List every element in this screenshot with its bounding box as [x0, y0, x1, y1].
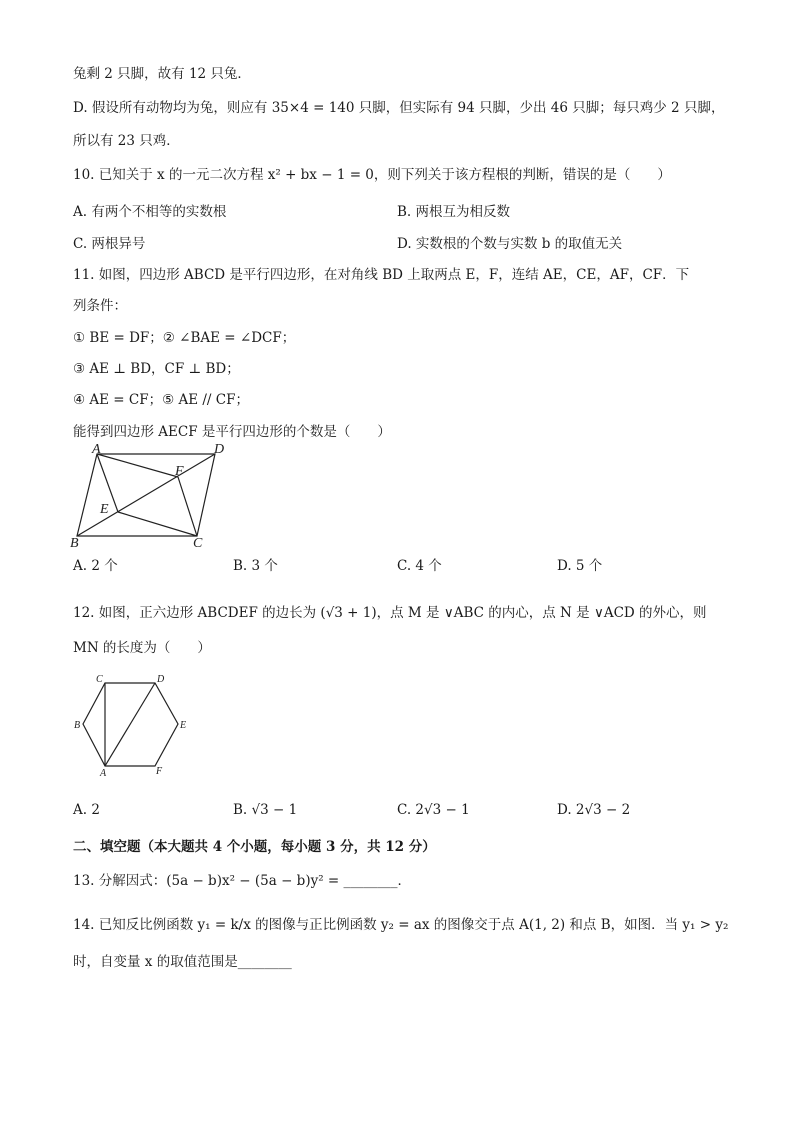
- q12-option-c: C. 2√3 − 1: [397, 802, 470, 818]
- q12-option-d: D. 2√3 − 2: [557, 802, 631, 818]
- question-13: 13. 分解因式：(5a − b)x² − (5a − b)y² = ________．: [73, 873, 412, 889]
- hexagon-figure: [70, 670, 195, 782]
- q11-question: 能得到四边形 AECF 是平行四边形的个数是（ ）: [73, 424, 391, 440]
- diagonal-ad: [105, 683, 155, 766]
- segment-ce: [118, 512, 197, 536]
- hex-label-a: A: [100, 768, 107, 779]
- label-c: C: [193, 536, 203, 550]
- segment-af: [97, 454, 178, 477]
- q10-option-b: B. 两根互为相反数: [397, 204, 511, 220]
- segment-cf: [178, 477, 197, 536]
- line-option-d-explanation: D. 假设所有动物均为兔，则应有 35×4 = 140 只脚，但实际有 94 只脚，少出 46 只脚；每只鸡少 2 只脚，: [73, 100, 725, 116]
- q10-option-a: A. 有两个不相等的实数根: [73, 204, 227, 220]
- hex-label-b: B: [74, 720, 81, 731]
- q11-option-a: A. 2 个: [73, 558, 118, 574]
- q11-condition-3: ③ AE ⊥ BD，CF ⊥ BD；: [73, 361, 240, 377]
- diagonal-bd: [77, 454, 215, 536]
- q10-option-d: D. 实数根的个数与实数 b 的取值无关: [397, 236, 623, 252]
- label-e: E: [100, 502, 109, 517]
- q11-option-d: D. 5 个: [557, 558, 603, 574]
- question-14-line2: 时，自变量 x 的取值范围是________: [73, 954, 292, 970]
- q11-option-c: C. 4 个: [397, 558, 442, 574]
- hex-label-c: C: [96, 674, 103, 685]
- q11-condition-4-5: ④ AE = CF；⑤ AE // CF；: [73, 392, 249, 408]
- question-10-stem: 10. 已知关于 x 的一元二次方程 x² + bx − 1 = 0，则下列关于该方程根的判断，错误的是（ ）: [73, 167, 671, 183]
- line-rabbit-conclusion: 兔剩 2 只脚，故有 12 只兔．: [73, 66, 251, 82]
- question-11-stem-line1: 11. 如图，四边形 ABCD 是平行四边形，在对角线 BD 上取两点 E，F，连结 AE，CE，AF，CF．下: [73, 267, 690, 283]
- label-f: F: [175, 464, 184, 479]
- label-a: A: [92, 444, 101, 457]
- label-d: D: [214, 444, 225, 457]
- question-12-stem-line2: MN 的长度为（ ）: [73, 640, 211, 656]
- hex-label-f: F: [156, 766, 163, 777]
- label-b: B: [70, 536, 79, 550]
- parallelogram-figure: [68, 444, 238, 550]
- q12-option-a: A. 2: [73, 802, 100, 818]
- q11-condition-1-2: ① BE = DF；② ∠BAE = ∠DCF；: [73, 330, 296, 346]
- q12-option-b: B. √3 − 1: [233, 802, 298, 818]
- question-11-stem-line2: 列条件：: [73, 298, 127, 314]
- question-14-line1: 14. 已知反比例函数 y₁ = k/x 的图像与正比例函数 y₂ = ax 的图像交于点 A(1, 2) 和点 B，如图．当 y₁ > y₂: [73, 917, 729, 933]
- hex-label-e: E: [180, 720, 187, 731]
- question-12-stem-line1: 12. 如图，正六边形 ABCDEF 的边长为 (√3 + 1)，点 M 是 ∨ABC 的内心，点 N 是 ∨ACD 的外心，则: [73, 605, 707, 621]
- section-2-heading: 二、填空题（本大题共 4 个小题，每小题 3 分，共 12 分）: [73, 839, 436, 855]
- q10-option-c: C. 两根异号: [73, 236, 146, 252]
- q11-option-b: B. 3 个: [233, 558, 278, 574]
- hex-label-d: D: [157, 674, 165, 685]
- line-chicken-conclusion: 所以有 23 只鸡．: [73, 133, 180, 149]
